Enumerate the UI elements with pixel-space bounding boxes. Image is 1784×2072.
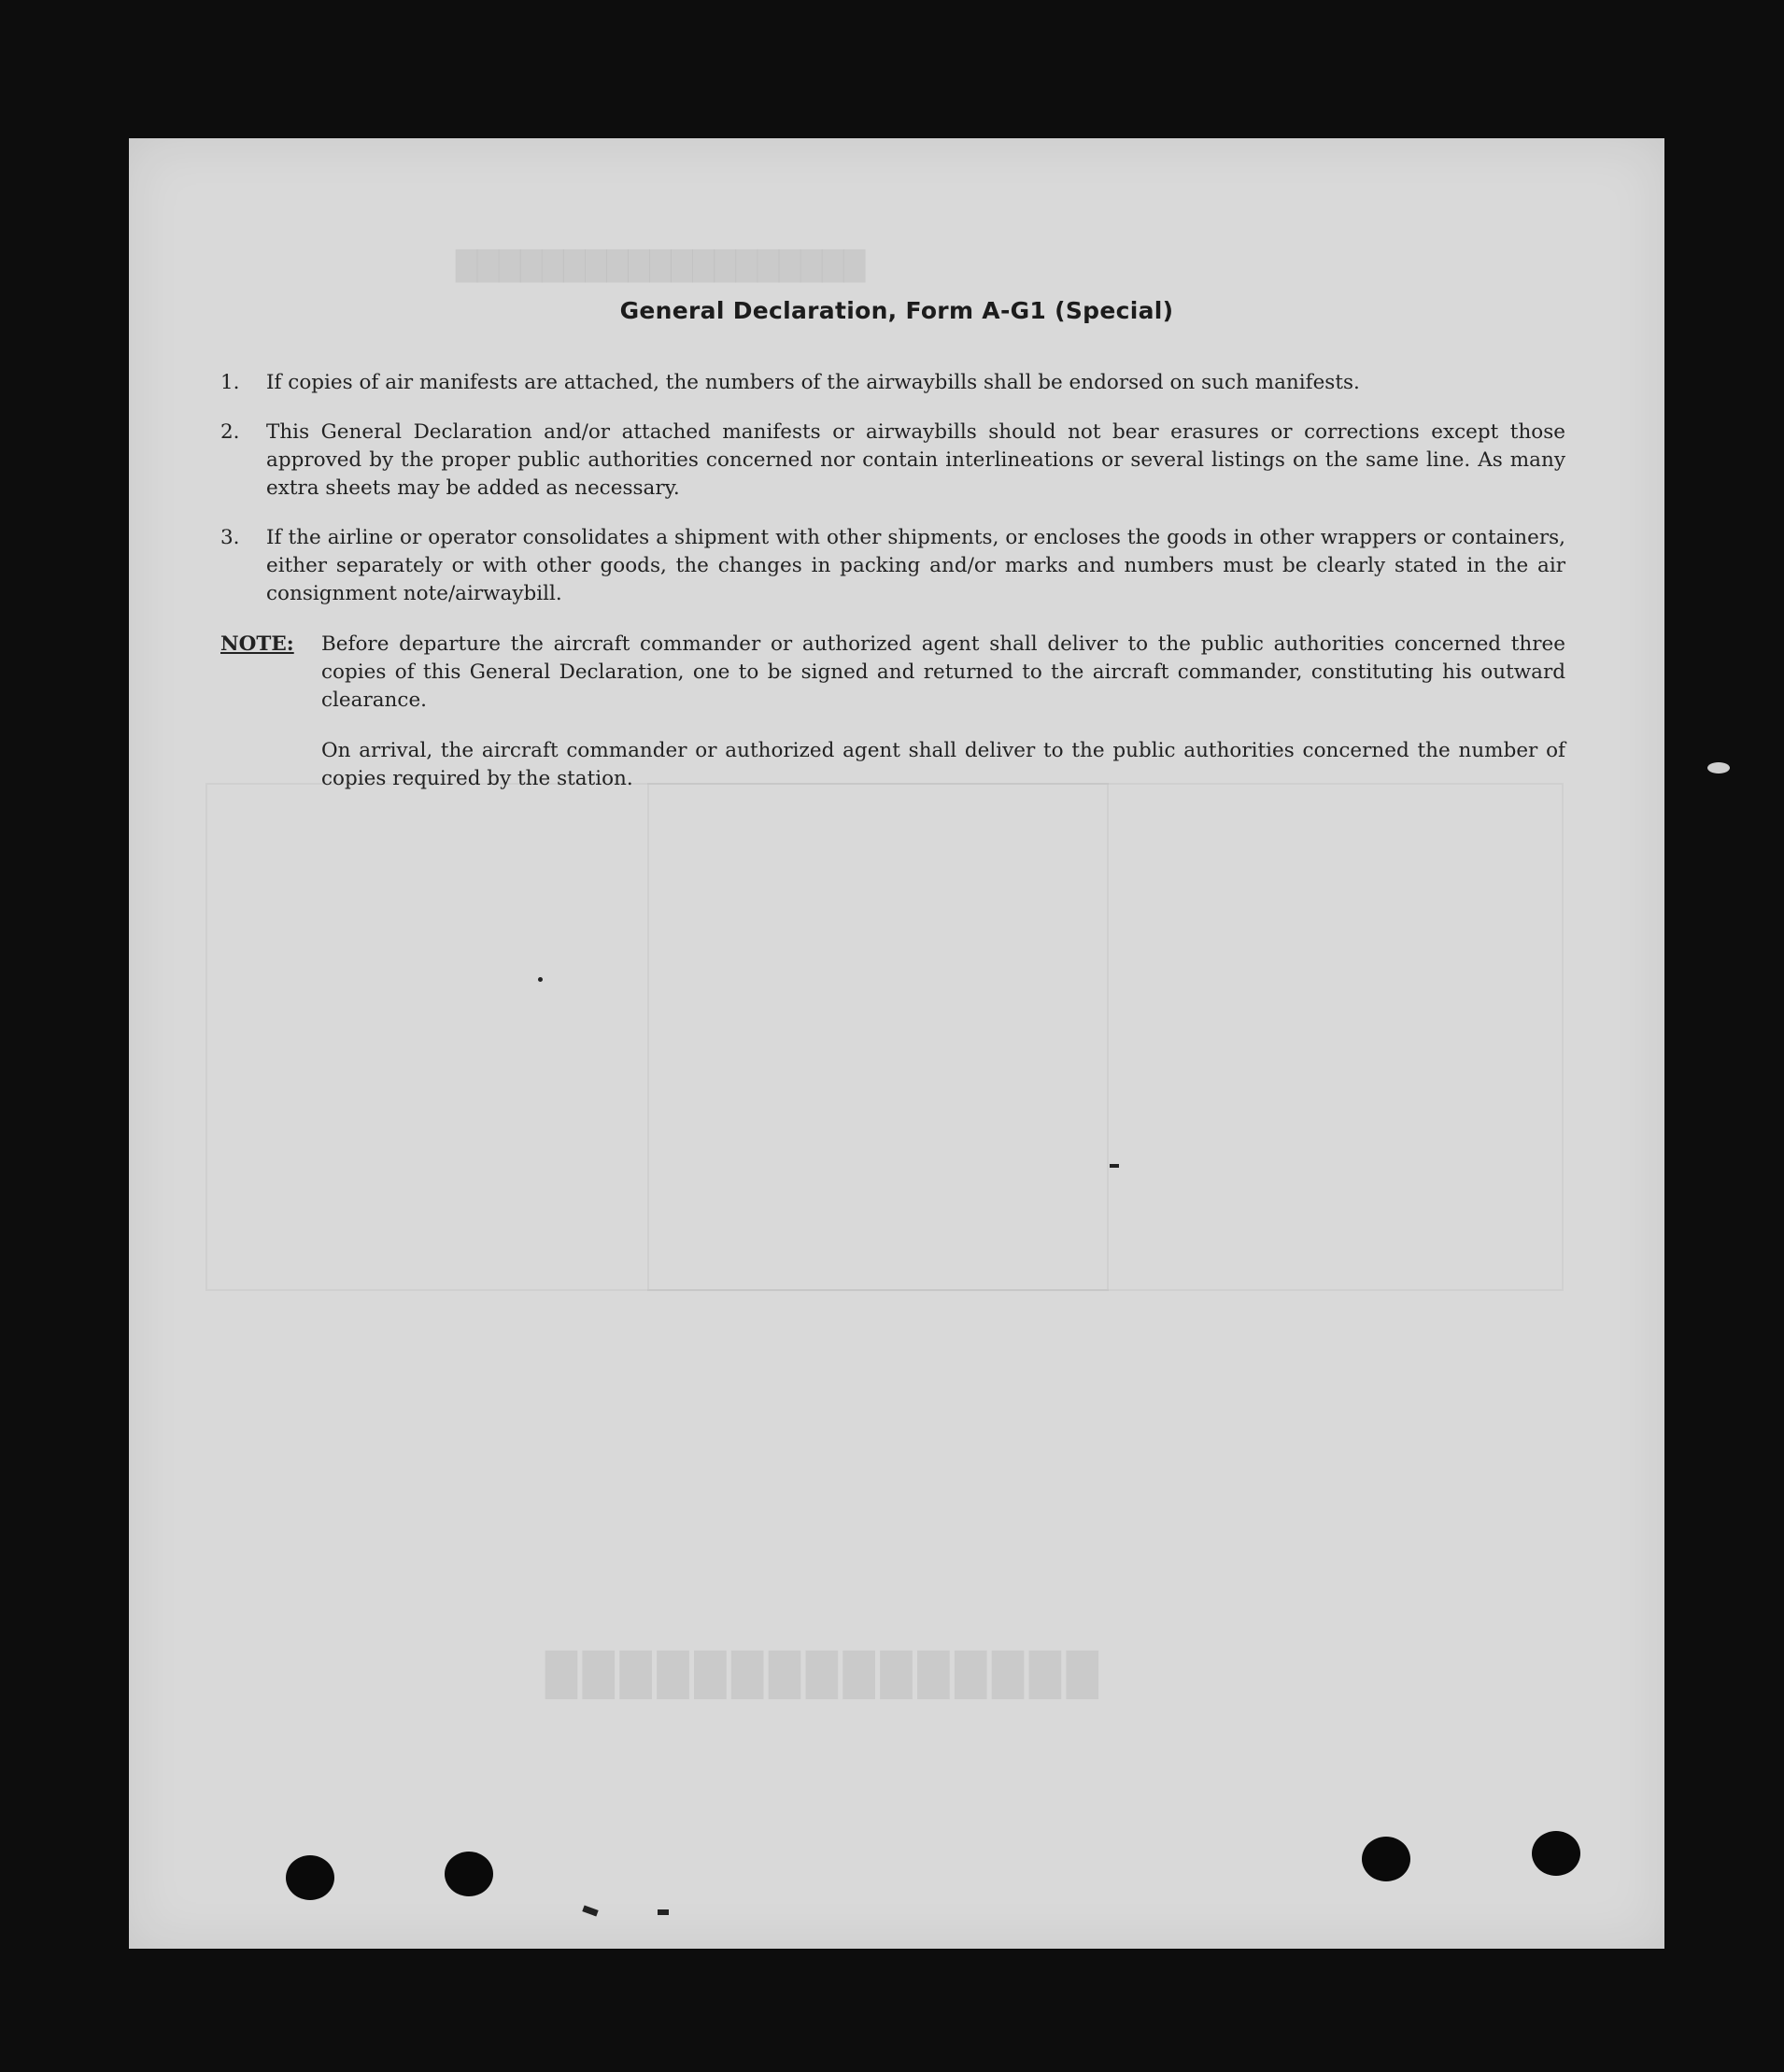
note-paragraph-departure: Before departure the aircraft commander or authorized agent shall deliver to the public authorities concerned three copies of this General Declaration, one to be signed and returned to the aircraft commander, constituting his outward clearance. (321, 632, 1565, 712)
item-number: 1. (220, 371, 240, 394)
background-speck (1707, 762, 1730, 773)
note-paragraph-arrival: On arrival, the aircraft commander or authorized agent shall deliver to the public authorities concerned the number of copies required by the station. (321, 739, 1565, 790)
show-through-table-column (647, 783, 1109, 1291)
item-text: This General Declaration and/or attached manifests or airwaybills should not bear erasures or corrections except those approved by the proper public authorities concerned nor contain interlineations or several listings on the same line. As many extra sheets may be added as necessary. (266, 420, 1565, 500)
scan-speck (582, 1905, 598, 1916)
show-through-text: ███████████████████ (456, 250, 866, 283)
punch-hole (445, 1852, 493, 1896)
item-text: If the airline or operator consolidates a shipment with other shipments, or encloses the goods in other wrappers or containers, either separately or with other goods, the changes in packing and/or marks and numbers must be clearly stated in the air consignment note/airwaybill. (266, 526, 1565, 605)
instruction-item-2 (220, 419, 1565, 504)
note-block (220, 631, 1565, 717)
scan-speck (1110, 1164, 1119, 1168)
scan-speck (538, 977, 543, 982)
item-number: 2. (220, 420, 240, 444)
scan-speck (658, 1909, 669, 1915)
note-label: NOTE: (220, 632, 294, 656)
paper-sheet (129, 138, 1664, 1949)
punch-hole (286, 1855, 334, 1900)
punch-hole (1532, 1831, 1580, 1876)
item-number: 3. (220, 526, 240, 549)
instruction-item-3 (220, 524, 1565, 610)
form-title: General Declaration, Form A-G1 (Special) (619, 297, 1174, 324)
note-block-arrival (220, 737, 1565, 795)
punch-hole (1362, 1837, 1410, 1881)
show-through-heading: ███████████████ (540, 1652, 1098, 1699)
item-text: If copies of air manifests are attached, the numbers of the airwaybills shall be endorsed on such manifests. (266, 371, 1360, 394)
instruction-item-1 (220, 369, 1565, 397)
